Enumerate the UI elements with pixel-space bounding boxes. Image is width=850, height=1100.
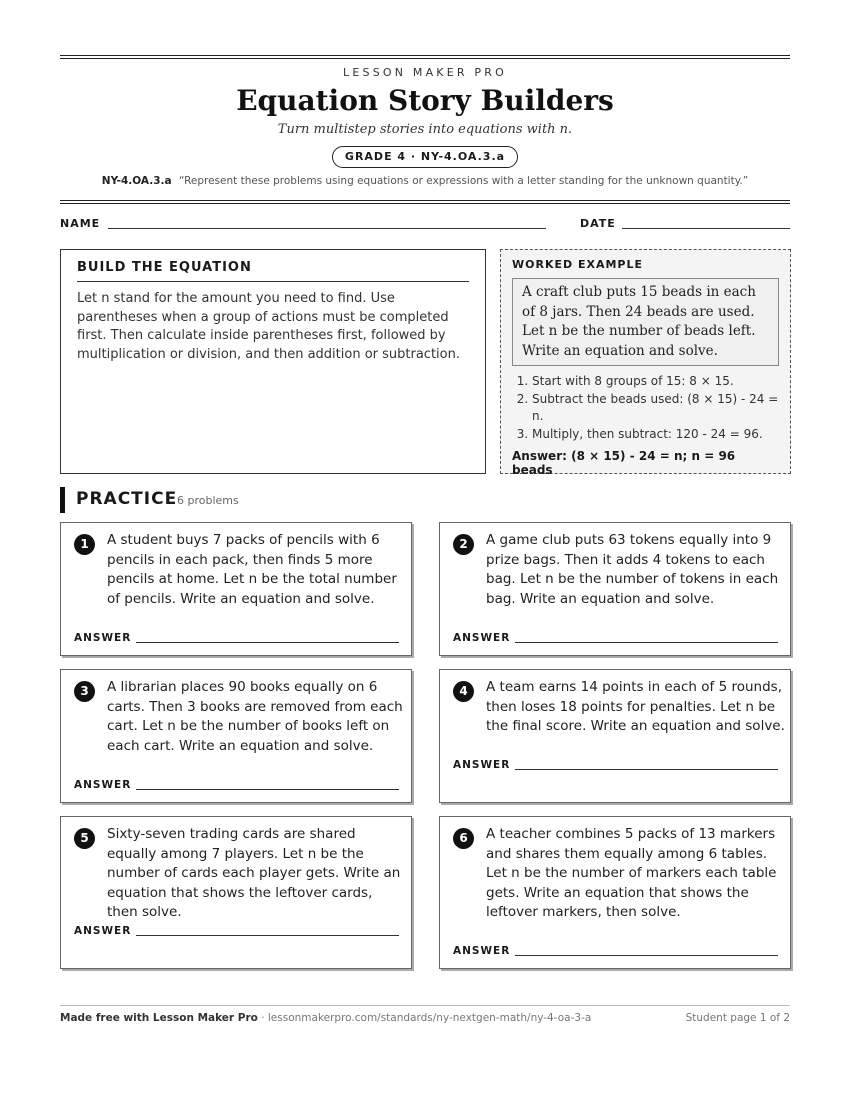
standard-text: “Represent these problems using equations or expressions with a letter standing for the unknown quantity.” (178, 175, 749, 187)
top-rule-1 (60, 55, 790, 56)
build-text: Let n stand for the amount you need to find. Use parentheses when a group of actions must be completed first. Then calculate inside parentheses first, followed by multiplication or division, and then addition or subtraction. (77, 291, 460, 362)
answer-field[interactable] (515, 955, 778, 956)
footer-page-number: Student page 1 of 2 (685, 1012, 790, 1024)
build-equation-box (60, 249, 486, 474)
standard-code: NY-4.OA.3.a (101, 175, 172, 187)
footer-credit (60, 1012, 591, 1024)
problem-number-badge: 5 (74, 828, 95, 849)
answer-label: ANSWER (74, 779, 132, 791)
answer-field[interactable] (136, 789, 399, 790)
name-label: NAME (60, 217, 101, 230)
answer-field[interactable] (136, 935, 399, 936)
problem-text: A game club puts 63 tokens equally into 9 prize bags. Then it adds 4 tokens to each bag. Let n be the number of tokens in each bag. Write an equation and solve. (486, 532, 779, 607)
page-subtitle: Turn multistep stories into equations with n. (277, 122, 573, 137)
answer-label: ANSWER (74, 925, 132, 937)
answer-label: ANSWER (74, 632, 132, 644)
worked-step: 3. Multiply, then subtract: 120 - 24 = 96. (532, 426, 779, 444)
date-field[interactable] (622, 228, 790, 229)
problem-text: A team earns 14 points in each of 5 rounds, then loses 18 points for penalties. Let n be the final score. Write an equation and solve. (486, 679, 785, 734)
answer-label: ANSWER (453, 759, 511, 771)
problem-text: A student buys 7 packs of pencils with 6 pencils in each pack, then finds 5 more pencils at home. Let n be the total number of pencils. Write an equation and solve. (107, 532, 397, 607)
worked-title: WORKED EXAMPLE (512, 258, 643, 271)
worked-example-box (500, 249, 791, 477)
footer-url[interactable]: · lessonmakerpro.com/standards/ny-nextgen-math/ny-4-oa-3-a (261, 1012, 592, 1024)
problem-text: A teacher combines 5 packs of 13 markers and shares them equally among 6 tables. Let n be the number of markers each table gets. Write an equation that shows the leftover markers, then solve. (486, 826, 777, 920)
problem-number-badge: 4 (453, 681, 474, 702)
problem-card-3 (60, 669, 412, 803)
problem-number-badge: 2 (453, 534, 474, 555)
problem-text: A librarian places 90 books equally on 6 carts. Then 3 books are removed from each cart. Let n be the number of books left on each cart. Write an equation and solve. (107, 679, 403, 754)
top-rule-2 (60, 58, 790, 59)
header-rule-1 (60, 200, 790, 201)
footer-made-with: Made free with Lesson Maker Pro (60, 1012, 258, 1024)
page-title: Equation Story Builders (236, 84, 614, 117)
answer-field[interactable] (136, 642, 399, 643)
problem-card-6 (439, 816, 791, 969)
problem-number-badge: 3 (74, 681, 95, 702)
grade-badge: GRADE 4 · NY-4.OA.3.a (332, 146, 518, 168)
practice-count: 6 problems (177, 494, 239, 507)
worked-steps (512, 373, 779, 443)
brand-label: LESSON MAKER PRO (343, 66, 507, 79)
answer-field[interactable] (515, 642, 778, 643)
answer-label: ANSWER (453, 945, 511, 957)
date-label: DATE (580, 217, 616, 230)
standard-line (0, 175, 850, 187)
practice-label: PRACTICE (76, 489, 178, 509)
worked-step: 2. Subtract the beads used: (8 × 15) - 24 = n. (532, 391, 779, 426)
worked-step: 1. Start with 8 groups of 15: 8 × 15. (532, 373, 779, 391)
problem-card-2 (439, 522, 791, 656)
problem-text: Sixty-seven trading cards are shared equally among 7 players. Let n be the number of cards each player gets. Write an equation that shows the leftover cards, then solve. (107, 826, 401, 920)
name-field[interactable] (108, 228, 546, 229)
problem-card-5 (60, 816, 412, 969)
build-title: BUILD THE EQUATION (77, 260, 469, 282)
name-date-row (60, 217, 790, 233)
problem-card-4 (439, 669, 791, 803)
footer-rule (60, 1005, 790, 1006)
header-rule-2 (60, 203, 790, 204)
worked-answer: Answer: (8 × 15) - 24 = n; n = 96 beads (512, 449, 736, 477)
problem-card-1 (60, 522, 412, 656)
practice-accent-bar (60, 487, 65, 513)
problem-number-badge: 6 (453, 828, 474, 849)
answer-field[interactable] (515, 769, 778, 770)
problem-number-badge: 1 (74, 534, 95, 555)
worked-prompt: A craft club puts 15 beads in each of 8 jars. Then 24 beads are used. Let n be the number of beads left. Write an equation and solve. (512, 278, 779, 366)
answer-label: ANSWER (453, 632, 511, 644)
